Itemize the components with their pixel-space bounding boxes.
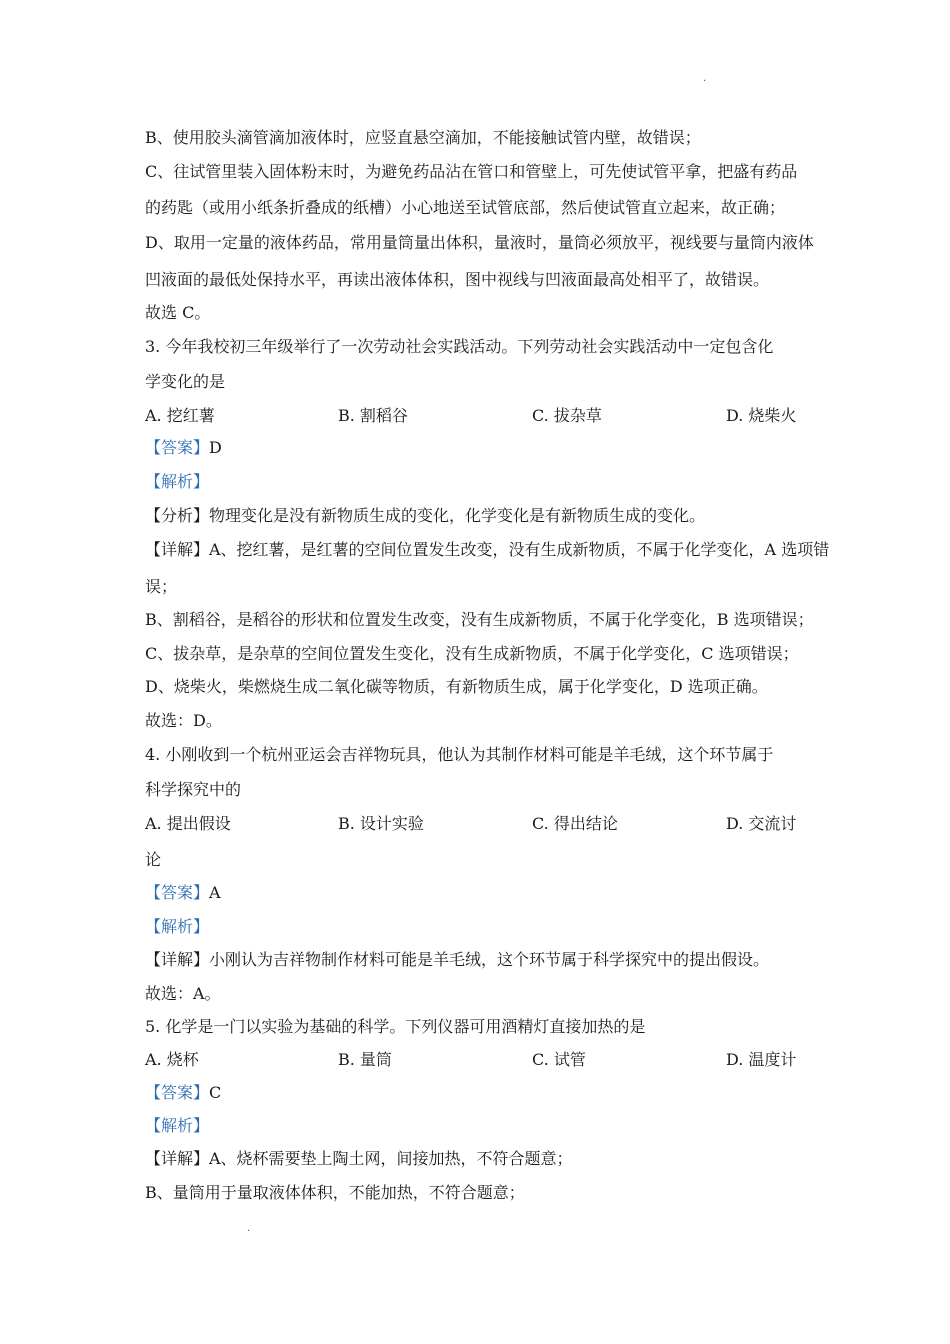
q5-detail-a: 【详解】A、烧杯需要垫上陶土网，间接加热，不符合题意； [145, 1149, 573, 1168]
q3-option-d: D. 烧柴火 [726, 406, 797, 425]
analysis-tag: 【解析】 [145, 472, 210, 491]
answer-value: D [209, 438, 222, 457]
q4-analysis-tag [145, 917, 209, 937]
q2-option-c-explanation-cont: 的药匙（或用小纸条折叠成的纸槽）小心地送至试管底部，然后使试管直立起来，故正确； [145, 198, 786, 217]
q4-detail: 【详解】小刚认为吉祥物制作材料可能是羊毛绒，这个环节属于科学探究中的提出假设。 [145, 950, 770, 969]
q4-answer [145, 883, 221, 903]
q2-option-d-explanation-cont: 凹液面的最低处保持水平，再读出液体体积，图中视线与凹液面最高处相平了，故错误。 [145, 270, 770, 289]
q5-option-a: A. 烧杯 [145, 1050, 199, 1069]
footer-mark: · [247, 1226, 251, 1237]
q3-detail: 【详解】A、挖红薯，是红薯的空间位置发生改变，没有生成新物质，不属于化学变化，A 选项错 [145, 540, 830, 559]
answer-value: A [209, 883, 221, 902]
answer-tag: 【答案】 [145, 438, 210, 457]
q3-answer [145, 438, 222, 458]
q4-option-d-wrap: 论 [145, 850, 162, 869]
q3-stem-cont: 学变化的是 [145, 372, 226, 391]
q3-option-b: B. 割稻谷 [338, 406, 408, 425]
q5-option-b: B. 量筒 [338, 1050, 392, 1069]
q3-conclusion: 故选：D。 [145, 711, 222, 730]
analysis-tag: 【解析】 [145, 917, 210, 936]
q3-detail-c: C、拔杂草，是杂草的空间位置发生变化，没有生成新物质，不属于化学变化，C 选项错误； [145, 644, 799, 663]
q4-stem: 4. 小刚收到一个杭州亚运会吉祥物玩具，他认为其制作材料可能是羊毛绒，这个环节属于 [145, 745, 774, 764]
q5-answer [145, 1083, 221, 1103]
q4-stem-cont: 科学探究中的 [145, 780, 242, 799]
q5-analysis-tag [145, 1116, 209, 1136]
q3-detail-cont: 误； [145, 577, 178, 596]
header-mark: · [703, 76, 707, 87]
q3-detail-d: D、烧柴火，柴燃烧生成二氧化碳等物质，有新物质生成，属于化学变化，D 选项正确。 [145, 677, 768, 696]
q4-option-c: C. 得出结论 [532, 814, 618, 833]
q4-option-b: B. 设计实验 [338, 814, 424, 833]
q3-fenxi: 【分析】物理变化是没有新物质生成的变化，化学变化是有新物质生成的变化。 [145, 506, 706, 525]
answer-value: C [209, 1083, 222, 1102]
q4-option-d: D. 交流讨 [726, 814, 797, 833]
q3-analysis-tag [145, 472, 209, 492]
q2-option-c-explanation: C、往试管里装入固体粉末时，为避免药品沾在管口和管壁上，可先使试管平拿，把盛有药品 [145, 162, 798, 181]
q3-detail-b: B、割稻谷，是稻谷的形状和位置发生改变，没有生成新物质，不属于化学变化，B 选项错误； [145, 610, 814, 629]
q5-detail-b: B、量筒用于量取液体体积，不能加热，不符合题意； [145, 1183, 525, 1202]
answer-tag: 【答案】 [145, 1083, 210, 1102]
analysis-tag: 【解析】 [145, 1116, 210, 1135]
q2-option-d-explanation: D、取用一定量的液体药品，常用量筒量出体积，量液时，量筒必须放平，视线要与量筒内液体 [145, 233, 814, 252]
q3-option-a: A. 挖红薯 [145, 406, 215, 425]
q5-option-c: C. 试管 [532, 1050, 586, 1069]
answer-tag: 【答案】 [145, 883, 210, 902]
q3-stem: 3. 今年我校初三年级举行了一次劳动社会实践活动。下列劳动社会实践活动中一定包含化 [145, 337, 774, 356]
q4-option-a: A. 提出假设 [145, 814, 231, 833]
q2-option-b-explanation: B、使用胶头滴管滴加液体时，应竖直悬空滴加，不能接触试管内壁，故错误； [145, 128, 701, 147]
q2-conclusion: 故选 C。 [145, 303, 211, 322]
q5-stem: 5. 化学是一门以实验为基础的科学。下列仪器可用酒精灯直接加热的是 [145, 1017, 646, 1036]
q3-option-c: C. 拔杂草 [532, 406, 602, 425]
q4-conclusion: 故选：A。 [145, 984, 221, 1003]
q5-option-d: D. 温度计 [726, 1050, 797, 1069]
